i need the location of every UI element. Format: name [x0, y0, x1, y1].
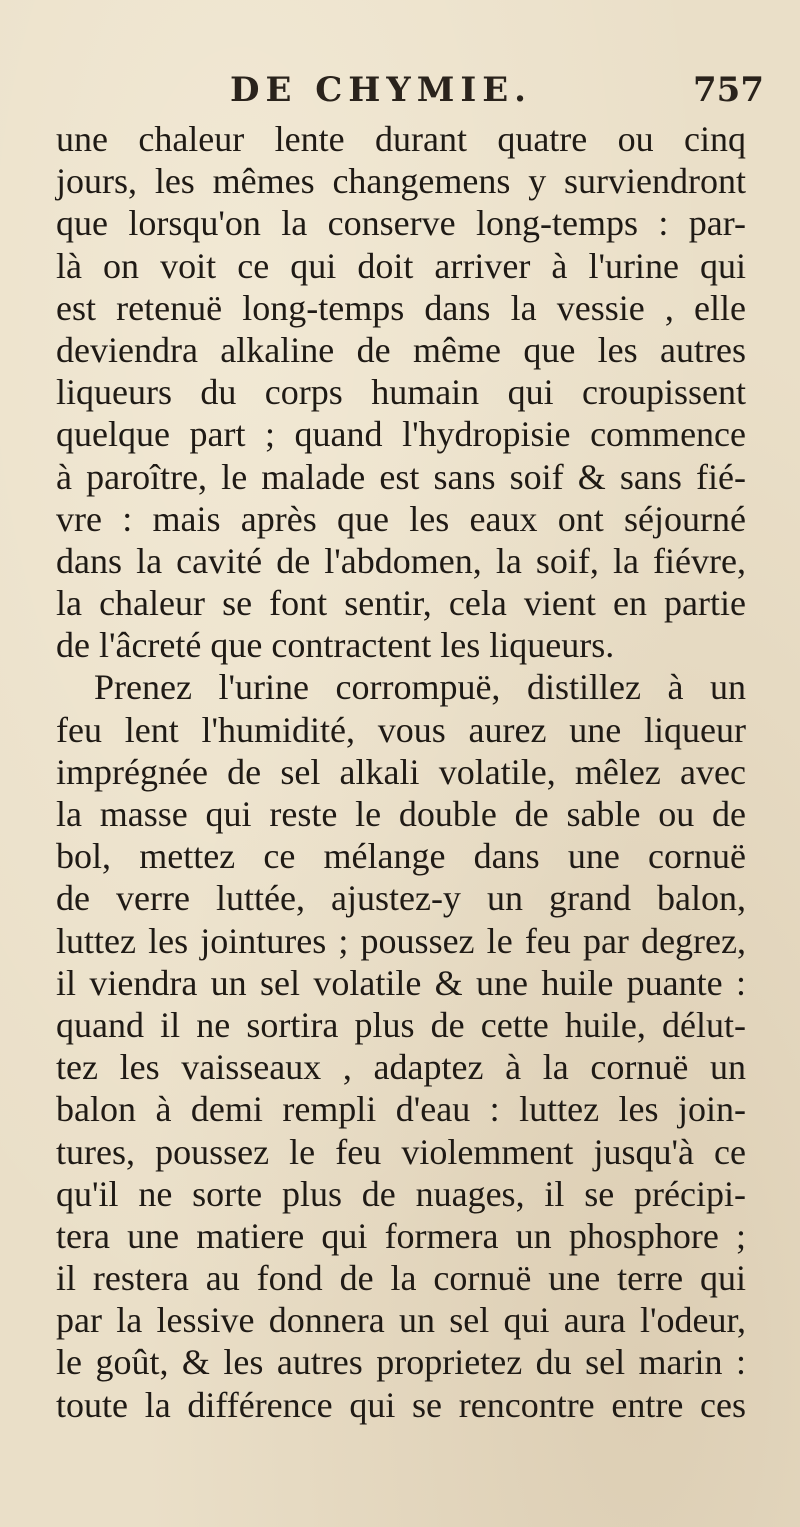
text-line: une chaleur lente durant quatre ou cinq — [56, 119, 746, 159]
text-line: tera une matiere qui formera un phosphore ; — [56, 1215, 746, 1256]
text-line: bol, mettez ce mélange dans une cornuë — [56, 836, 746, 877]
text-line: il viendra un sel volatile & une huile puante : — [56, 962, 746, 1003]
text-line: dans la cavité de l'abdomen, la soif, la fiévre, — [56, 540, 746, 581]
text-line: il restera au fond de la cornuë une terre qui — [56, 1258, 746, 1299]
running-title: DE CHYMIE. — [230, 70, 532, 110]
page-header — [0, 70, 800, 120]
text-line: liqueurs du corps humain qui croupissent — [56, 372, 746, 413]
text-line: à paroître, le malade est sans soif & sans fié- — [56, 456, 746, 497]
text-line: là on voit ce qui doit arriver à l'urine qui — [56, 245, 746, 286]
page-number: 757 — [693, 70, 764, 110]
text-line: vre : mais après que les eaux ont séjourné — [56, 498, 746, 539]
text-line: deviendra alkaline de même que les autres — [56, 329, 746, 370]
text-line: par la lessive donnera un sel qui aura l'odeur, — [56, 1300, 746, 1341]
text-line: le goût, & les autres proprietez du sel marin : — [56, 1342, 746, 1383]
text-line: jours, les mêmes changemens y surviendront — [56, 161, 746, 202]
text-line: balon à demi rempli d'eau : luttez les join- — [56, 1089, 746, 1130]
text-line: quelque part ; quand l'hydropisie commence — [56, 414, 746, 455]
text-line: luttez les jointures ; poussez le feu par degrez, — [56, 920, 746, 961]
text-line: tures, poussez le feu violemment jusqu'à ce — [56, 1131, 746, 1172]
text-line: de l'âcreté que contractent les liqueurs. — [56, 625, 615, 666]
text-line: quand il ne sortira plus de cette huile, délut- — [56, 1004, 746, 1045]
text-line: feu lent l'humidité, vous aurez une liqueur — [56, 709, 746, 750]
text-line: toute la différence qui se rencontre entre ces — [56, 1384, 746, 1425]
text-line: est retenuë long-temps dans la vessie , elle — [56, 287, 746, 328]
text-line: de verre luttée, ajustez-y un grand balon, — [56, 878, 746, 919]
text-line: la chaleur se font sentir, cela vient en partie — [56, 583, 746, 624]
text-line: la masse qui reste le double de sable ou de — [56, 794, 746, 834]
text-line: tez les vaisseaux , adaptez à la cornuë un — [56, 1047, 746, 1088]
text-line: imprégnée de sel alkali volatile, mêlez avec — [56, 751, 746, 792]
text-line: qu'il ne sorte plus de nuages, il se précipi- — [56, 1173, 746, 1214]
text-line: Prenez l'urine corrompuë, distillez à un — [94, 667, 746, 708]
text-line: que lorsqu'on la conserve long-temps : par- — [56, 203, 746, 244]
body-text — [56, 118, 746, 1426]
